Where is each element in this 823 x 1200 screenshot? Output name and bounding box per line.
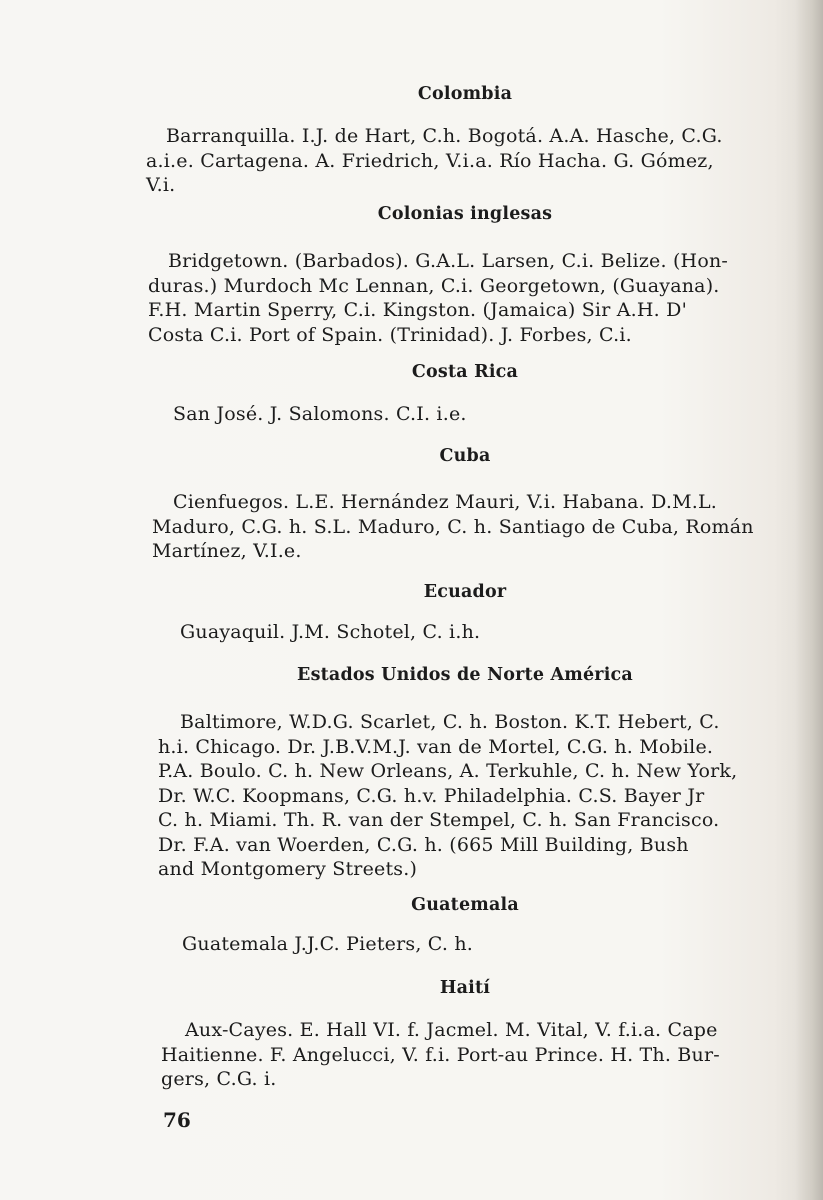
section-text-haiti	[161, 1018, 823, 1092]
text-line: duras.) Murdoch Mc Lennan, C.i. Georgetown, (Guayana).	[148, 274, 720, 297]
text-line: San José. J. Salomons. C.I. i.e.	[173, 403, 467, 425]
text-line: Barranquilla. I.J. de Hart, C.h. Bogotá. A.A. Hasche, C.G.	[166, 125, 723, 147]
text-line: Haitienne. F. Angelucci, V. f.i. Port-au Prince. H. Th. Bur-	[161, 1043, 720, 1066]
section-heading-costa-rica: Costa Rica	[411, 362, 519, 382]
section-heading-estados-unidos: Estados Unidos de Norte América	[297, 665, 633, 685]
section-text-colombia	[146, 124, 806, 198]
page-number: 76	[163, 1108, 191, 1132]
text-line: Cienfuegos. L.E. Hernández Mauri, V.i. Habana. D.M.L.	[173, 491, 718, 513]
section-text-estados-unidos	[158, 710, 820, 882]
text-line: and Montgomery Streets.)	[158, 858, 418, 880]
text-line: Guayaquil. J.M. Schotel, C. i.h.	[180, 621, 481, 643]
section-text-colonias-inglesas	[148, 249, 808, 347]
section-text-ecuador	[180, 620, 820, 645]
text-line: gers, C.G. i.	[161, 1068, 277, 1090]
text-line: Maduro, C.G. h. S.L. Maduro, C. h. Santiago de Cuba, Román	[152, 515, 754, 538]
text-line: Baltimore, W.D.G. Scarlet, C. h. Boston. K.T. Hebert, C.	[180, 711, 720, 733]
section-heading-cuba: Cuba	[439, 446, 491, 466]
text-line: Martínez, V.I.e.	[152, 540, 302, 562]
section-heading-colonias-inglesas: Colonias inglesas	[377, 204, 553, 224]
text-line: F.H. Martin Sperry, C.i. Kingston. (Jamaica) Sir A.H. D'	[148, 299, 687, 321]
section-heading-ecuador: Ecuador	[423, 582, 507, 602]
section-text-guatemala	[182, 932, 822, 957]
text-line: a.i.e. Cartagena. A. Friedrich, V.i.a. Río Hacha. G. Gómez,	[146, 149, 714, 172]
section-heading-haiti: Haití	[439, 978, 491, 998]
section-heading-guatemala: Guatemala	[411, 895, 519, 915]
text-line: V.i.	[146, 174, 176, 196]
text-line: h.i. Chicago. Dr. J.B.V.M.J. van de Mortel, C.G. h. Mobile.	[158, 735, 714, 758]
text-line: C. h. Miami. Th. R. van der Stempel, C. h. San Francisco.	[158, 809, 720, 831]
text-line: Aux-Cayes. E. Hall VI. f. Jacmel. M. Vital, V. f.i.a. Cape	[185, 1019, 718, 1041]
section-heading-colombia: Colombia	[417, 84, 513, 104]
section-text-costa-rica	[173, 402, 813, 427]
text-line: Dr. F.A. van Woerden, C.G. h. (665 Mill Building, Bush	[158, 833, 689, 856]
text-line: Guatemala J.J.C. Pieters, C. h.	[182, 933, 474, 955]
text-line: P.A. Boulo. C. h. New Orleans, A. Terkuhle, C. h. New York,	[158, 760, 738, 782]
text-line: Costa C.i. Port of Spain. (Trinidad). J. Forbes, C.i.	[148, 323, 632, 346]
section-text-cuba	[152, 490, 813, 564]
text-line: Dr. W.C. Koopmans, C.G. h.v. Philadelphia. C.S. Bayer Jr	[158, 784, 705, 807]
text-line: Bridgetown. (Barbados). G.A.L. Larsen, C.i. Belize. (Hon-	[168, 250, 729, 272]
